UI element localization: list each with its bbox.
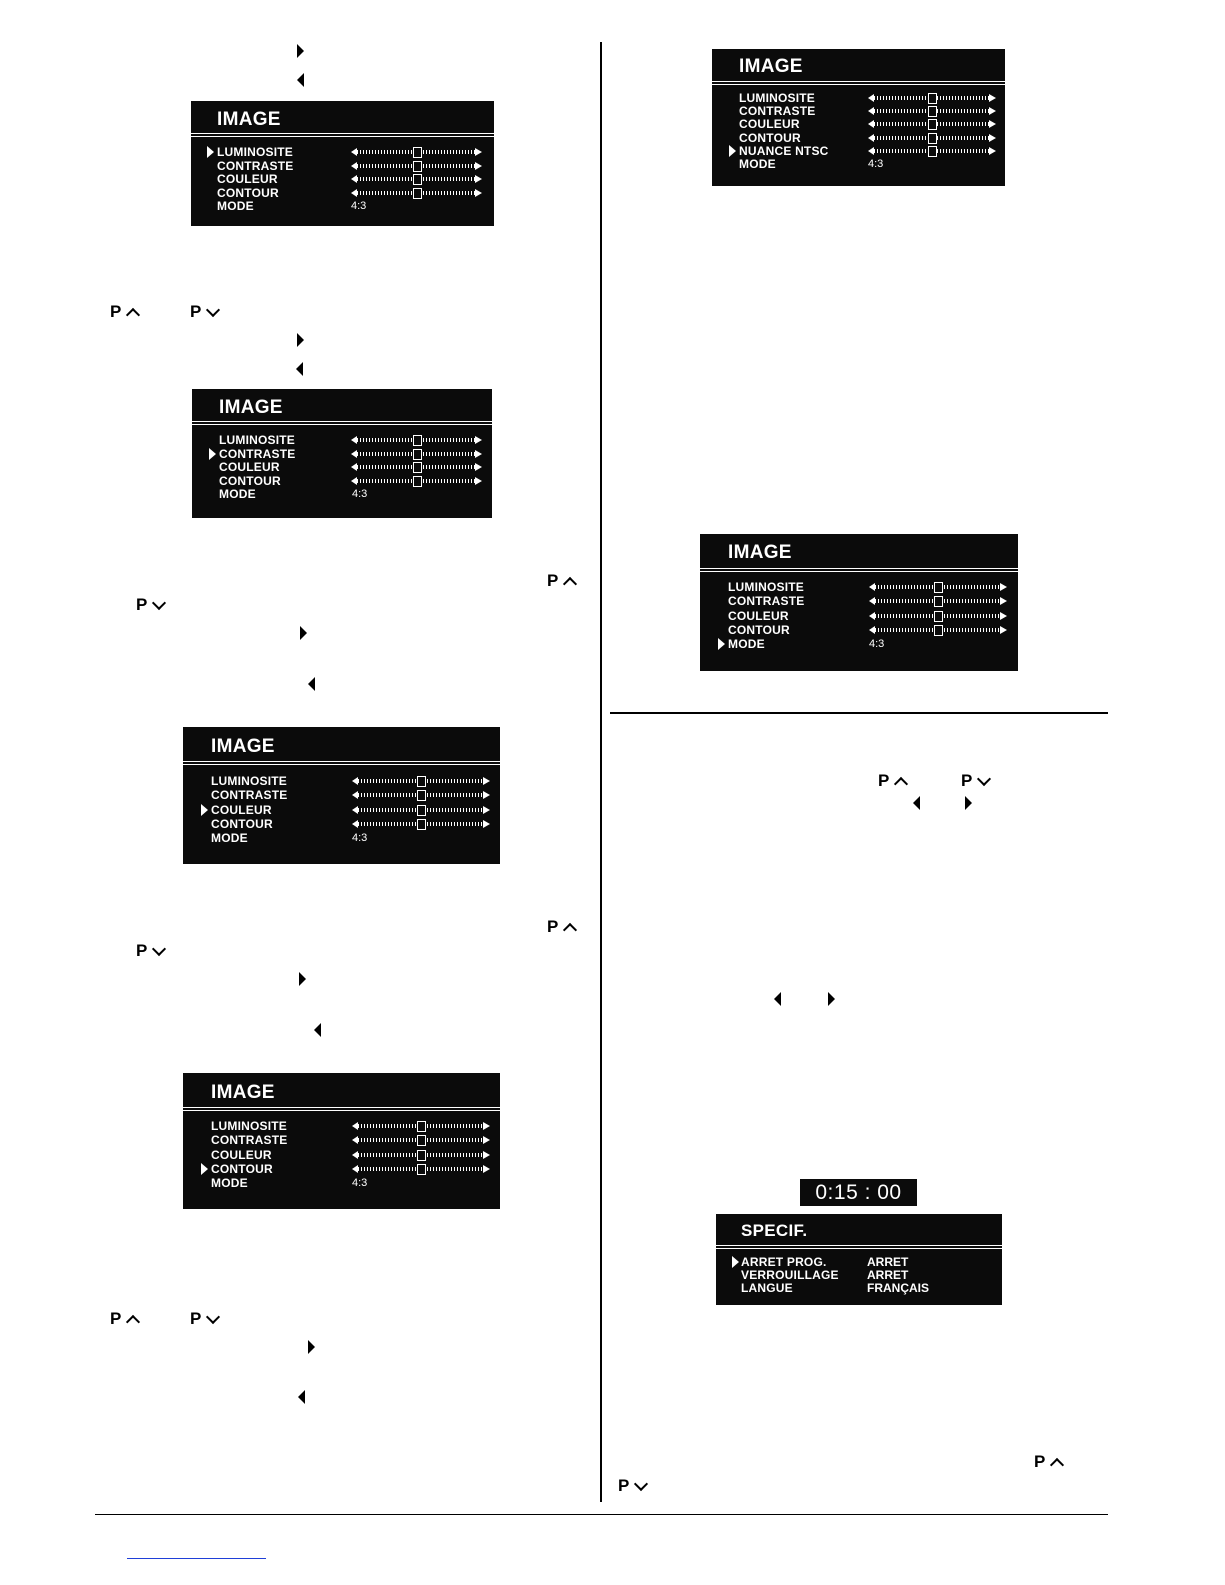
p-up-icon [563,576,577,590]
p-up-key [110,1309,138,1329]
p-up-icon [1050,1457,1064,1471]
slider-arrow-icon [989,94,996,102]
menu-item-value: FRANÇAIS [867,1281,929,1295]
menu-item-label: CONTRASTE [739,104,816,118]
selector-icon [732,1256,739,1268]
sleep-timer-readout: 0:15 : 00 [800,1179,917,1206]
slider-arrow-icon [475,148,482,156]
adjust-slider[interactable] [868,133,996,143]
p-key-label: P [110,302,122,321]
image-menu-title: IMAGE [211,1082,275,1103]
image-menu [183,1073,500,1209]
p-up-icon [126,1314,140,1328]
left-arrow-icon [298,1390,305,1404]
left-arrow-icon [314,1023,321,1037]
selector-icon [201,804,208,816]
p-down-key [136,941,164,961]
menu-item[interactable] [217,172,278,186]
menu-item-label: CONTRASTE [217,159,294,173]
p-up-key [110,302,138,322]
specif-menu-title: SPECIF. [741,1221,808,1240]
menu-rule [191,133,494,134]
menu-item-label: NUANCE NTSC [739,144,829,158]
menu-item-label: COULEUR [219,460,280,474]
selector-icon [207,146,214,158]
menu-item[interactable] [219,460,280,474]
menu-rule [712,81,1005,82]
menu-item-label: LUMINOSITE [728,580,804,594]
image-menu-title: IMAGE [217,109,281,130]
right-arrow-icon [300,626,307,640]
menu-item-label: COULEUR [211,1148,272,1162]
menu-item[interactable] [211,1119,287,1133]
menu-rule [191,136,494,137]
menu-rule [712,84,1005,85]
p-up-icon [563,922,577,936]
slider-knob[interactable] [417,819,426,830]
p-down-icon [977,771,991,785]
adjust-slider[interactable] [352,805,490,815]
adjust-slider[interactable] [352,776,490,786]
adjust-slider[interactable] [868,119,996,129]
adjust-slider[interactable] [352,1150,490,1160]
menu-item-label: LANGUE [741,1281,793,1295]
slider-arrow-icon [483,1165,490,1173]
slider-arrow-icon [475,189,482,197]
menu-item-label: ARRET PROG. [741,1255,827,1269]
menu-item-label: LUMINOSITE [219,433,295,447]
footer-link-underline [127,1558,266,1559]
adjust-slider[interactable] [352,1135,490,1145]
mode-value: 4:3 [352,488,368,500]
slider-knob[interactable] [417,776,426,787]
adjust-slider[interactable] [868,146,996,156]
menu-item-label: CONTOUR [728,623,790,637]
menu-item[interactable] [211,831,248,845]
menu-item[interactable] [217,159,293,173]
adjust-slider[interactable] [351,174,482,184]
menu-item-label: MODE [211,1176,248,1190]
menu-item-label: MODE [219,487,256,501]
menu-item-label: CONTOUR [219,474,281,488]
p-up-icon [126,307,140,321]
slider-knob[interactable] [413,476,422,487]
mode-value: 4:3 [868,158,884,170]
menu-item[interactable] [219,447,295,461]
column-divider [600,42,602,1502]
menu-item-value: ARRET [867,1268,909,1282]
left-arrow-icon [913,796,920,810]
menu-item-label: VERROUILLAGE [741,1268,839,1282]
slider-arrow-icon [989,120,996,128]
adjust-slider[interactable] [351,161,482,171]
menu-item-label: LUMINOSITE [217,145,293,159]
menu-rule [183,764,500,765]
p-down-key [961,771,989,791]
menu-rule [700,568,1018,569]
menu-item-label: MODE [211,831,248,845]
slider-arrow-icon [483,806,490,814]
slider-knob[interactable] [413,188,422,199]
selector-icon [729,145,736,157]
slider-arrow-icon [475,450,482,458]
slider-knob[interactable] [934,596,943,607]
p-down-icon [206,1309,220,1323]
slider-knob[interactable] [934,582,943,593]
menu-item-label: LUMINOSITE [211,1119,287,1133]
slider-arrow-icon [989,134,996,142]
menu-item-label: COULEUR [211,803,272,817]
slider-knob[interactable] [928,146,937,157]
adjust-slider[interactable] [869,625,1007,635]
menu-item[interactable] [739,131,801,145]
p-key-label: P [618,1476,630,1495]
slider-knob[interactable] [413,435,422,446]
slider-knob[interactable] [928,106,937,117]
menu-item-label: CONTRASTE [211,1133,288,1147]
menu-item-label: CONTRASTE [211,788,288,802]
slider-knob[interactable] [413,161,422,172]
slider-arrow-icon [475,463,482,471]
selector-icon [209,448,216,460]
adjust-slider[interactable] [868,106,996,116]
menu-item-label: CONTOUR [211,1162,273,1176]
image-menu-title: IMAGE [211,736,275,757]
p-down-key [618,1476,646,1496]
adjust-slider[interactable] [351,188,482,198]
left-arrow-icon [297,73,304,87]
menu-item[interactable] [739,91,815,105]
adjust-slider[interactable] [868,93,996,103]
menu-item[interactable] [217,199,254,213]
menu-item-label: COULEUR [217,172,278,186]
p-key-label: P [110,1309,122,1328]
slider-arrow-icon [1000,612,1007,620]
right-arrow-icon [297,333,304,347]
adjust-slider[interactable] [869,611,1007,621]
page-footer-rule [95,1514,1108,1515]
p-down-icon [634,1476,648,1490]
image-menu [700,534,1018,671]
mode-value: 4:3 [352,832,368,844]
menu-rule [716,1245,1002,1246]
slider-arrow-icon [483,820,490,828]
menu-item[interactable] [728,637,765,651]
p-up-key [547,917,575,937]
adjust-slider[interactable] [351,435,482,445]
menu-item[interactable] [217,186,279,200]
adjust-slider[interactable] [351,462,482,472]
mode-value: 4:3 [869,638,885,650]
p-up-key [878,771,906,791]
menu-item[interactable] [211,1133,287,1147]
menu-rule [716,1248,1002,1249]
slider-knob[interactable] [928,119,937,130]
p-key-label: P [136,941,148,960]
menu-item[interactable] [211,1176,248,1190]
mode-value: 4:3 [351,200,367,212]
adjust-slider[interactable] [352,790,490,800]
right-arrow-icon [297,44,304,58]
menu-item-label: CONTRASTE [728,594,805,608]
slider-knob[interactable] [934,611,943,622]
selector-icon [718,638,725,650]
left-arrow-icon [296,362,303,376]
menu-item[interactable] [211,817,273,831]
slider-arrow-icon [483,777,490,785]
menu-item[interactable] [728,609,789,623]
slider-arrow-icon [1000,626,1007,634]
slider-arrow-icon [475,175,482,183]
menu-item-label: COULEUR [728,609,789,623]
menu-item-label: CONTOUR [211,817,273,831]
menu-item-label: MODE [728,637,765,651]
p-key-label: P [547,571,559,590]
slider-knob[interactable] [417,805,426,816]
image-menu-title: IMAGE [219,397,283,418]
adjust-slider[interactable] [351,147,482,157]
image-menu [192,389,492,518]
slider-arrow-icon [989,107,996,115]
adjust-slider[interactable] [351,449,482,459]
slider-knob[interactable] [417,1121,426,1132]
left-arrow-icon [774,992,781,1006]
image-menu [183,727,500,864]
p-key-label: P [190,1309,202,1328]
specif-menu [716,1214,1002,1305]
menu-item[interactable] [741,1281,793,1295]
p-up-key [547,571,575,591]
left-arrow-icon [308,677,315,691]
menu-rule [183,1110,500,1111]
menu-item-label: CONTOUR [217,186,279,200]
menu-item[interactable] [211,788,287,802]
menu-item[interactable] [728,594,804,608]
p-down-key [136,595,164,615]
slider-knob[interactable] [413,147,422,158]
menu-rule [192,424,492,425]
slider-arrow-icon [475,436,482,444]
image-menu-title: IMAGE [739,56,803,77]
menu-item[interactable] [211,1148,272,1162]
p-down-key [190,1309,218,1329]
section-divider [610,712,1108,714]
slider-knob[interactable] [413,462,422,473]
mode-value: 4:3 [352,1177,368,1189]
slider-knob[interactable] [417,1150,426,1161]
image-menu-title: IMAGE [728,542,792,563]
adjust-slider[interactable] [352,819,490,829]
slider-knob[interactable] [928,93,937,104]
adjust-slider[interactable] [352,1164,490,1174]
menu-item[interactable] [739,104,815,118]
menu-item-label: CONTOUR [739,131,801,145]
menu-item[interactable] [219,433,295,447]
slider-knob[interactable] [417,1164,426,1175]
menu-rule [183,1107,500,1108]
menu-item[interactable] [219,474,281,488]
menu-item-label: MODE [739,157,776,171]
p-down-icon [152,595,166,609]
menu-item[interactable] [211,774,287,788]
menu-item[interactable] [211,803,272,817]
p-key-label: P [1034,1452,1046,1471]
slider-arrow-icon [475,477,482,485]
menu-item-label: COULEUR [739,117,800,131]
menu-rule [700,571,1018,572]
p-up-key [1034,1452,1062,1472]
p-down-icon [206,302,220,316]
menu-item[interactable] [211,1162,273,1176]
slider-arrow-icon [475,162,482,170]
menu-item[interactable] [741,1255,827,1269]
menu-item[interactable] [741,1268,839,1282]
p-up-icon [894,776,908,790]
menu-item[interactable] [739,157,776,171]
menu-item[interactable] [739,117,800,131]
adjust-slider[interactable] [869,596,1007,606]
slider-knob[interactable] [417,1135,426,1146]
menu-rule [192,421,492,422]
right-arrow-icon [299,972,306,986]
slider-arrow-icon [1000,597,1007,605]
right-arrow-icon [828,992,835,1006]
p-down-key [190,302,218,322]
slider-knob[interactable] [413,449,422,460]
slider-knob[interactable] [417,790,426,801]
right-arrow-icon [308,1340,315,1354]
p-key-label: P [136,595,148,614]
slider-arrow-icon [483,1151,490,1159]
p-key-label: P [190,302,202,321]
slider-knob[interactable] [934,625,943,636]
slider-arrow-icon [989,147,996,155]
p-key-label: P [878,771,890,790]
menu-item-label: LUMINOSITE [211,774,287,788]
adjust-slider[interactable] [869,582,1007,592]
p-key-label: P [961,771,973,790]
slider-arrow-icon [483,1136,490,1144]
slider-knob[interactable] [928,133,937,144]
menu-item[interactable] [728,623,790,637]
menu-item[interactable] [728,580,804,594]
menu-item[interactable] [217,145,293,159]
menu-rule [183,761,500,762]
menu-item-label: LUMINOSITE [739,91,815,105]
slider-knob[interactable] [413,174,422,185]
menu-item-label: MODE [217,199,254,213]
menu-item-value: ARRET [867,1255,909,1269]
image-menu [712,49,1005,186]
menu-item-label: CONTRASTE [219,447,296,461]
p-key-label: P [547,917,559,936]
slider-arrow-icon [483,791,490,799]
slider-arrow-icon [483,1122,490,1130]
adjust-slider[interactable] [352,1121,490,1131]
right-arrow-icon [965,796,972,810]
selector-icon [201,1163,208,1175]
menu-item[interactable] [739,144,829,158]
p-down-icon [152,941,166,955]
adjust-slider[interactable] [351,476,482,486]
slider-arrow-icon [1000,583,1007,591]
image-menu [191,101,494,226]
menu-item[interactable] [219,487,256,501]
